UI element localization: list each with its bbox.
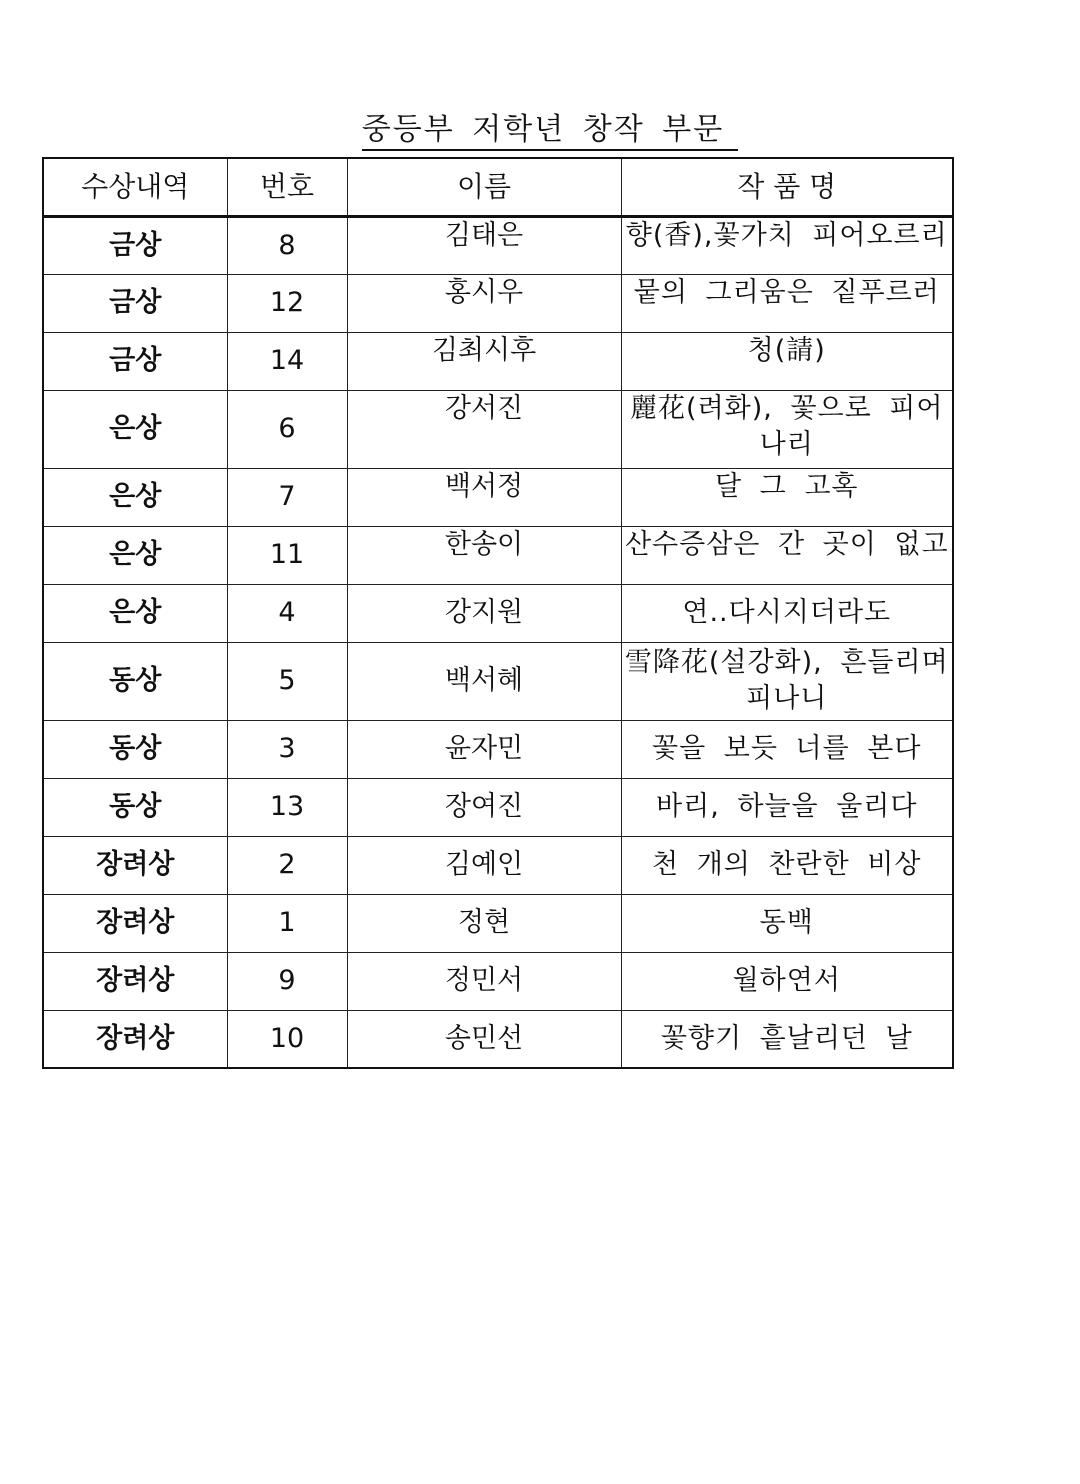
work-cell: 향(香),꽃가치 피어오르리 [621,216,953,274]
document-title [0,104,1080,148]
table-row [43,390,953,468]
award-cell: 은상 [43,468,227,526]
number-cell: 3 [227,720,347,778]
name-cell: 백서정 [347,468,621,526]
work-cell: 월하연서 [621,952,953,1010]
name-cell: 강서진 [347,390,621,468]
work-cell: 산수증삼은 간 곳이 없고 [621,526,953,584]
award-cell: 동상 [43,778,227,836]
work-cell: 동백 [621,894,953,952]
awards-table [42,157,954,1069]
award-cell: 장려상 [43,894,227,952]
number-cell: 9 [227,952,347,1010]
award-cell: 동상 [43,720,227,778]
name-cell: 홍시우 [347,274,621,332]
header-number: 번호 [227,158,347,216]
award-cell: 금상 [43,274,227,332]
award-cell: 동상 [43,642,227,720]
work-cell: 천 개의 찬란한 비상 [621,836,953,894]
award-cell: 장려상 [43,1010,227,1068]
number-cell: 7 [227,468,347,526]
award-cell: 금상 [43,216,227,274]
work-cell: 꽃을 보듯 너를 본다 [621,720,953,778]
number-cell: 4 [227,584,347,642]
number-cell: 1 [227,894,347,952]
table-row [43,584,953,642]
table-row [43,468,953,526]
number-cell: 6 [227,390,347,468]
work-cell: 雪降花(설강화), 흔들리며 피나니 [621,642,953,720]
header-award: 수상내역 [43,158,227,216]
work-cell: 연..다시지더라도 [621,584,953,642]
work-cell: 뭍의 그리움은 짙푸르러 [621,274,953,332]
name-cell: 정현 [347,894,621,952]
award-cell: 은상 [43,584,227,642]
name-cell: 강지원 [347,584,621,642]
number-cell: 2 [227,836,347,894]
document-title-text: 중등부 저학년 창작 부문 [362,112,738,151]
header-work: 작 품 명 [621,158,953,216]
work-cell: 청(請) [621,332,953,390]
award-cell: 장려상 [43,952,227,1010]
table-header-row [43,158,953,216]
table-row [43,720,953,778]
header-name: 이름 [347,158,621,216]
work-cell: 바리, 하늘을 울리다 [621,778,953,836]
award-cell: 은상 [43,526,227,584]
table-row [43,526,953,584]
table-row [43,274,953,332]
table-row [43,642,953,720]
table-row [43,778,953,836]
award-cell: 금상 [43,332,227,390]
name-cell: 장여진 [347,778,621,836]
number-cell: 13 [227,778,347,836]
table-row [43,952,953,1010]
table-row [43,894,953,952]
name-cell: 송민선 [347,1010,621,1068]
name-cell: 김태은 [347,216,621,274]
name-cell: 정민서 [347,952,621,1010]
name-cell: 한송이 [347,526,621,584]
name-cell: 김최시후 [347,332,621,390]
number-cell: 8 [227,216,347,274]
work-cell: 달 그 고혹 [621,468,953,526]
name-cell: 윤자민 [347,720,621,778]
number-cell: 14 [227,332,347,390]
number-cell: 5 [227,642,347,720]
table-row [43,1010,953,1068]
work-cell: 꽃향기 흩날리던 날 [621,1010,953,1068]
award-cell: 장려상 [43,836,227,894]
number-cell: 10 [227,1010,347,1068]
number-cell: 11 [227,526,347,584]
table-row [43,332,953,390]
table-row [43,216,953,274]
table-row [43,836,953,894]
name-cell: 김예인 [347,836,621,894]
award-cell: 은상 [43,390,227,468]
work-cell: 麗花(려화), 꽃으로 피어나리 [621,390,953,468]
name-cell: 백서혜 [347,642,621,720]
number-cell: 12 [227,274,347,332]
